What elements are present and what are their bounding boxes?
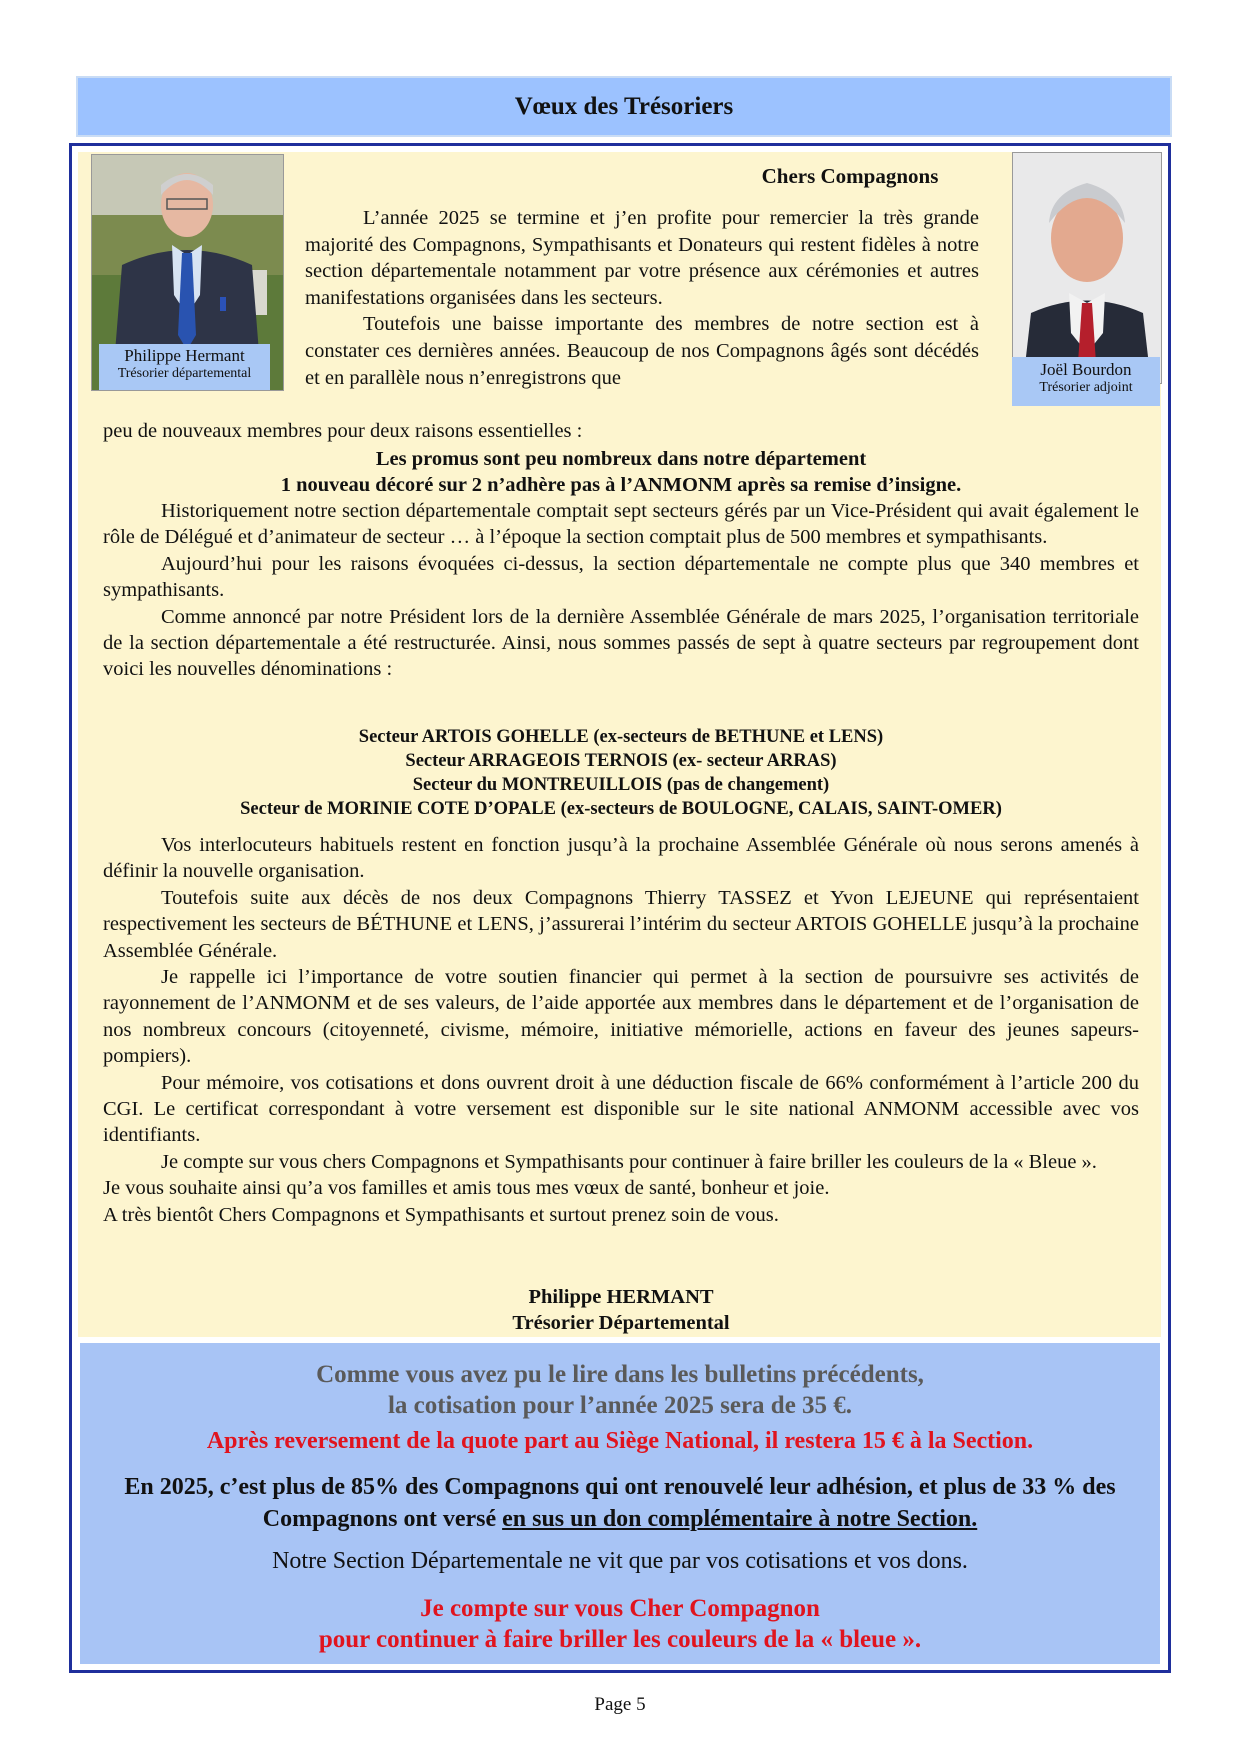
reason-1: Les promus sont peu nombreux dans notre département <box>375 448 867 470</box>
appeal-underlined: en sus un don complémentaire à notre Section. <box>502 1506 978 1532</box>
page-title <box>76 76 1172 137</box>
highlight-reasons <box>103 446 1139 498</box>
sector-item: Secteur du MONTREUILLOIS (pas de changement) <box>412 775 830 795</box>
letter-intro <box>305 205 979 391</box>
paragraph: L’année 2025 se termine et j’en profite pour remercier la très grande majorité des Compagnons, Sympathisants et Donateurs qui restent fidèles à notre section départementale notamment par votre présence aux cérémonies et autres manifestations organisées dans les secteurs. <box>305 207 979 309</box>
paragraph: Toutefois une baisse importante des membres de notre section est à constater ces dernières années. Beaucoup de nos Compagnons âgés sont décédés et en parallèle nous n’enregistrons que <box>305 313 979 389</box>
caption-name: Joël Bourdon <box>1040 360 1132 379</box>
membership-appeal-box <box>80 1343 1160 1664</box>
reason-2: 1 nouveau décoré sur 2 n’adhère pas à l’ANMONM après sa remise d’insigne. <box>280 474 962 496</box>
signature-role: Trésorier Départemental <box>512 1312 730 1334</box>
appeal-fee-notice <box>80 1359 1160 1421</box>
sector-item: Secteur ARTOIS GOHELLE (ex-secteurs de BETHUNE et LENS) <box>358 727 884 747</box>
paragraph: Je compte sur vous chers Compagnons et Sympathisants pour continuer à faire briller les couleurs de la « Bleue ». <box>161 1150 1097 1173</box>
appeal-line: Je compte sur vous Cher Compagnon <box>420 1595 820 1622</box>
appeal-line: Comme vous avez pu le lire dans les bulletins précédents, <box>316 1361 924 1388</box>
paragraph: Comme annoncé par notre Président lors de la dernière Assemblée Générale de mars 2025, l’organisation territoriale de la section départementale a été restructurée. Ainsi, nous sommes passés de sept à quatre secteurs par regroupement dont voici les nouvelles dénominations : <box>103 605 1139 681</box>
appeal-line: En 2025, c’est plus de 85% des Compagnons qui ont renouvelé leur adhésion, et plus de 33 % des Compagnons ont versé <box>124 1474 1116 1532</box>
page-number: Page 5 <box>594 1694 646 1715</box>
signature-name: Philippe HERMANT <box>528 1286 714 1308</box>
caption-role: Trésorier adjoint <box>1039 379 1133 395</box>
paragraph: Toutefois suite aux décès de nos deux Compagnons Thierry TASSEZ et Yvon LEJEUNE qui représentaient respectivement les secteurs de BÉTHUNE et LENS, j’assurerai l’intérim du secteur ARTOIS GOHELLE jusqu’à la prochaine Assemblée Générale. <box>103 886 1139 962</box>
appeal-plain: Notre Section Départementale ne vit que par vos cotisations et vos dons. <box>272 1548 968 1574</box>
appeal-line: la cotisation pour l’année 2025 sera de 35 €. <box>387 1392 853 1419</box>
sector-item: Secteur de MORINIE COTE D’OPALE (ex-secteurs de BOULOGNE, CALAIS, SAINT-OMER) <box>240 799 1002 819</box>
paragraph: Aujourd’hui pour les raisons évoquées ci-dessus, la section départementale ne compte plus que 340 membres et sympathisants. <box>103 552 1139 602</box>
sector-item: Secteur ARRAGEOIS TERNOIS (ex- secteur ARRAS) <box>405 751 837 771</box>
paragraph: peu de nouveaux membres pour deux raisons essentielles : <box>103 420 583 442</box>
appeal-line: pour continuer à faire briller les couleurs de la « bleue ». <box>318 1626 922 1653</box>
letter-greeting: Chers Compagnons <box>761 164 939 188</box>
paragraph: A très bientôt Chers Compagnons et Sympathisants et surtout prenez soin de vous. <box>103 1203 779 1226</box>
signature <box>103 1284 1139 1336</box>
caption-role: Trésorier départemental <box>117 365 252 381</box>
paragraph: Je rappelle ici l’importance de votre soutien financier qui permet à la section de poursuivre ses activités de rayonnement de l’ANMONM et de ses valeurs, de l’aide apportée aux membres dans le département et de l’organisation de nos nombreux concours (citoyenneté, civisme, mémoire, initiative mémorielle, actions en faveur des jeunes sapeurs-pompiers). <box>103 966 1139 1068</box>
paragraph: Vos interlocuteurs habituels restent en fonction jusqu’à la prochaine Assemblée Générale où nous serons amenés à définir la nouvelle organisation. <box>103 834 1139 883</box>
portrait-caption-left <box>99 344 270 390</box>
letter-body <box>103 498 1139 683</box>
portrait-caption-right <box>1012 357 1160 406</box>
sector-list <box>103 725 1139 821</box>
paragraph: Historiquement notre section départementale comptait sept secteurs gérés par un Vice-Président qui avait également le rôle de Délégué et d’animateur de secteur … à l’époque la section comptait plus de 500 membres et sympathisants. <box>103 500 1139 549</box>
paragraph: Pour mémoire, vos cotisations et dons ouvrent droit à une déduction fiscale de 66% conformément à l’article 200 du CGI. Le certificat correspondant à votre versement est disponible sur le site national ANMONM accessible avec vos identifiants. <box>103 1071 1139 1147</box>
caption-name: Philippe Hermant <box>124 346 245 365</box>
title-text: Vœux des Trésoriers <box>514 92 734 120</box>
appeal-renewal-stats <box>98 1471 1142 1535</box>
appeal-remainder: Après reversement de la quote part au Siège National, il restera 15 € à la Section. <box>206 1428 1034 1454</box>
letter-body-continued <box>103 832 1139 1228</box>
paragraph: Je vous souhaite ainsi qu’a vos familles et amis tous mes vœux de santé, bonheur et joie. <box>103 1177 830 1200</box>
appeal-closing <box>80 1593 1160 1655</box>
